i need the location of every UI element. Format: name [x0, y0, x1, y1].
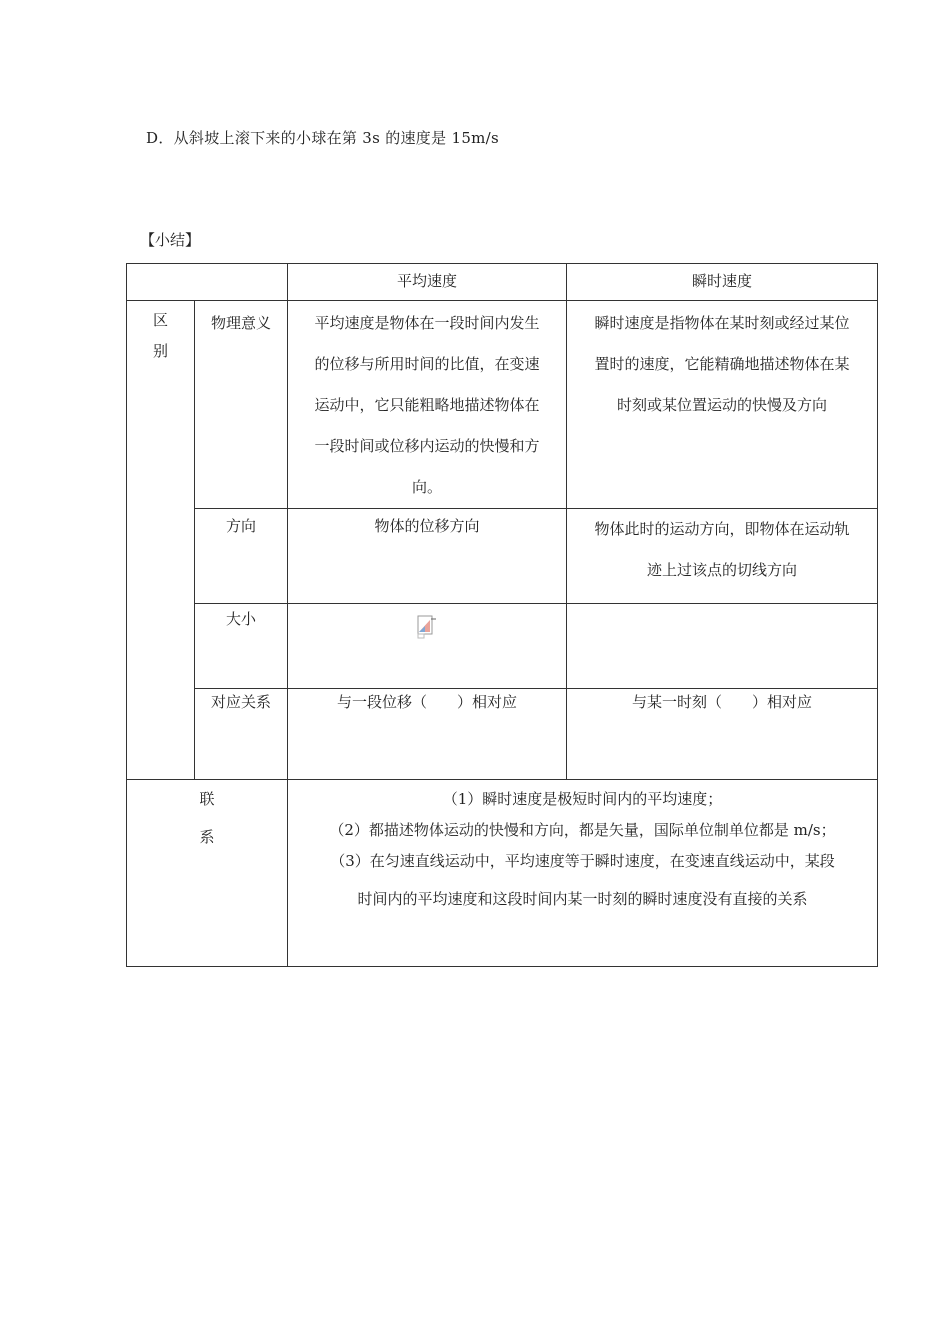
text-line: 物体此时的运动方向，即物体在运动轨	[594, 520, 850, 538]
table-row-size	[127, 604, 878, 689]
distinction-label-char: 区	[152, 311, 168, 329]
meaning-label: 物理意义	[195, 301, 288, 509]
text-line: 迹上过该点的切线方向	[646, 561, 797, 579]
question-option-d: D．从斜坡上滚下来的小球在第 3s 的速度是 15m/s	[146, 129, 500, 147]
relation-instant-cell: 与某一时刻（ ）相对应	[567, 689, 878, 780]
connection-label-cell	[127, 780, 288, 967]
table-row-connection	[127, 780, 878, 967]
table-row-meaning	[127, 301, 878, 509]
table-row-relation	[127, 689, 878, 780]
size-label: 大小	[195, 604, 288, 689]
text-line: 的位移与所用时间的比值，在变速	[314, 355, 540, 373]
text-line: 运动中，它只能粗略地描述物体在	[314, 396, 540, 414]
header-empty-cell	[127, 264, 288, 301]
table-row-direction	[127, 509, 878, 604]
connection-label-char: 联	[199, 790, 215, 808]
text-line: （3）在匀速直线运动中，平均速度等于瞬时速度，在变速直线运动中，某段	[330, 852, 835, 870]
summary-heading: 【小结】	[140, 231, 201, 249]
relation-average-cell: 与一段位移（ ）相对应	[288, 689, 567, 780]
formula-image-icon	[417, 614, 437, 638]
distinction-label-char: 别	[152, 342, 168, 360]
meaning-instant-cell	[567, 301, 878, 509]
text-line: 瞬时速度是指物体在某时刻或经过某位	[594, 314, 850, 332]
text-line: 时刻或某位置运动的快慢及方向	[616, 396, 827, 414]
text-line: 平均速度是物体在一段时间内发生	[314, 314, 540, 332]
header-instant-velocity: 瞬时速度	[567, 264, 878, 301]
table-header-row	[127, 264, 878, 301]
text-line: 时间内的平均速度和这段时间内某一时刻的瞬时速度没有直接的关系	[357, 890, 808, 908]
connection-label-char: 系	[199, 828, 215, 846]
text-line: （2）都描述物体运动的快慢和方向，都是矢量，国际单位制单位都是 m/s；	[329, 821, 836, 839]
distinction-label-cell	[127, 301, 195, 780]
summary-table	[126, 263, 878, 967]
direction-instant-cell	[567, 509, 878, 604]
relation-label: 对应关系	[195, 689, 288, 780]
size-average-cell	[288, 604, 567, 689]
direction-average-cell: 物体的位移方向	[288, 509, 567, 604]
size-instant-cell	[567, 604, 878, 689]
header-average-velocity: 平均速度	[288, 264, 567, 301]
text-line: 一段时间或位移内运动的快慢和方	[314, 437, 540, 455]
direction-label: 方向	[195, 509, 288, 604]
text-line: 置时的速度，它能精确地描述物体在某	[594, 355, 850, 373]
text-line: 向。	[411, 478, 442, 496]
text-line: （1）瞬时速度是极短时间内的平均速度；	[442, 790, 723, 808]
meaning-average-cell	[288, 301, 567, 509]
connection-content-cell	[288, 780, 878, 967]
